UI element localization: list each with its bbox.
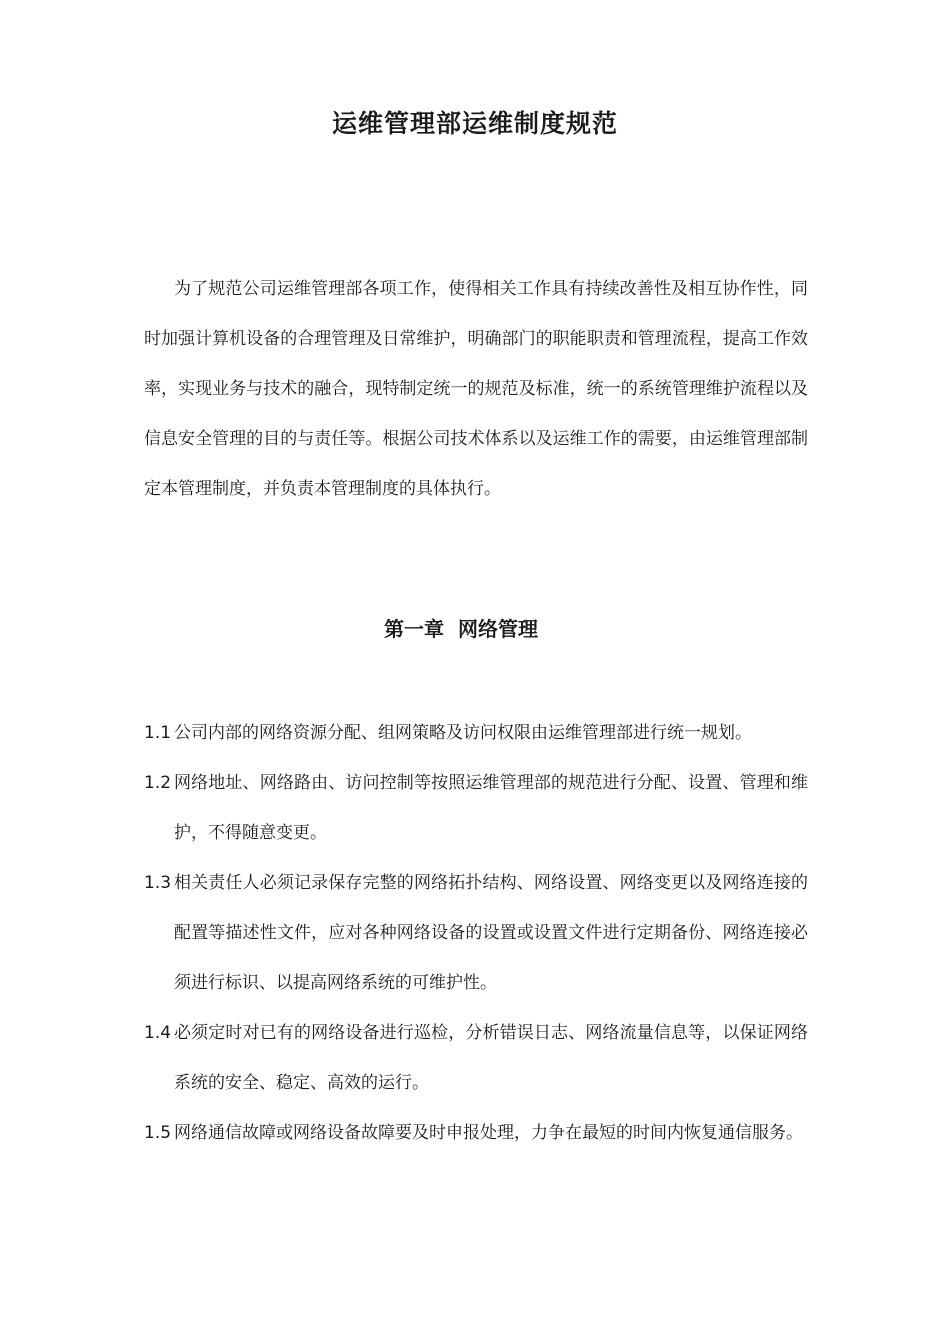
clause-number: 1.4 — [144, 1023, 172, 1043]
clause-item — [144, 758, 808, 858]
clause-item — [144, 1108, 808, 1158]
chapter-number: 第一章 — [384, 617, 444, 641]
clause-number: 1.1 — [144, 723, 172, 743]
clause-text: 相关责任人必须记录保存完整的网络拓扑结构、网络设置、网络变更以及网络连接的配置等描述性文件，应对各种网络设备的设置或设置文件进行定期备份、网络连接必须进行标识、以提高网络系统的可维护性。 — [174, 873, 808, 993]
clause-item — [144, 1008, 808, 1108]
chapter-name: 网络管理 — [458, 617, 538, 641]
clause-text: 公司内部的网络资源分配、组网策略及访问权限由运维管理部进行统一规划。 — [174, 723, 752, 743]
clause-list — [144, 708, 808, 1158]
clause-number: 1.3 — [144, 873, 172, 893]
clause-text: 网络地址、网络路由、访问控制等按照运维管理部的规范进行分配、设置、管理和维护，不得随意变更。 — [174, 773, 808, 843]
clause-item — [144, 708, 808, 758]
clause-text: 网络通信故障或网络设备故障要及时申报处理，力争在最短的时间内恢复通信服务。 — [174, 1123, 803, 1143]
clause-number: 1.2 — [144, 773, 172, 793]
clause-item — [144, 858, 808, 1008]
clause-number: 1.5 — [144, 1123, 172, 1143]
clause-text: 必须定时对已有的网络设备进行巡检，分析错误日志、网络流量信息等，以保证网络系统的安全、稳定、高效的运行。 — [174, 1023, 808, 1093]
chapter-heading — [0, 613, 922, 645]
document-title: 运维管理部运维制度规范 — [331, 109, 618, 138]
intro-paragraph: 为了规范公司运维管理部各项工作，使得相关工作具有持续改善性及相互协作性，同时加强计算机设备的合理管理及日常维护，明确部门的职能职责和管理流程，提高工作效率，实现业务与技术的融合，现特制定统一的规范及标准，统一的系统管理维护流程以及信息安全管理的目的与责任等。根据公司技术体系以及运维工作的需要，由运维管理部制定本管理制度，并负责本管理制度的具体执行。 — [144, 279, 808, 499]
